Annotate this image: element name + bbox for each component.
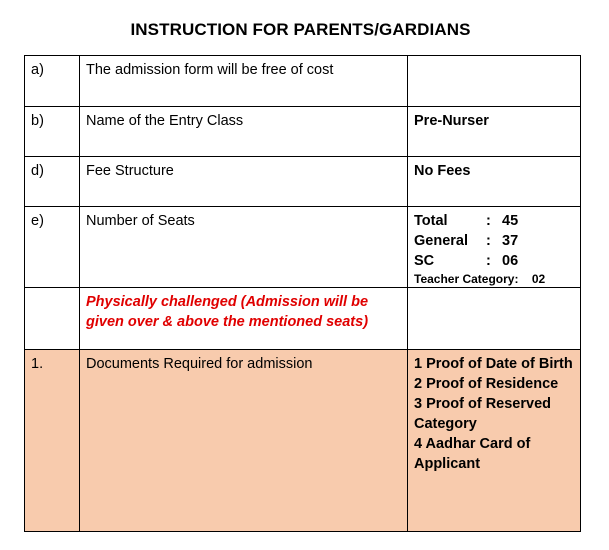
- seat-count: 06: [502, 253, 519, 269]
- table-row: [25, 207, 581, 288]
- seat-name: Total: [414, 213, 448, 229]
- seat-general: [414, 231, 574, 251]
- table-row: [25, 350, 581, 532]
- row-label: e): [25, 207, 80, 288]
- seat-separator: :: [486, 233, 491, 249]
- seat-teacher-category: [414, 271, 574, 287]
- row-label: [25, 288, 80, 350]
- document-item: 3 Proof of Reserved Category: [414, 396, 551, 432]
- entry-class-value: Pre-Nurser: [408, 107, 581, 157]
- seat-separator: :: [486, 253, 491, 269]
- instruction-table: [24, 55, 581, 532]
- row-label: a): [25, 56, 80, 107]
- seat-name: General: [414, 233, 468, 249]
- seat-count: 02: [531, 272, 546, 286]
- seat-count: 45: [502, 213, 519, 229]
- row-label: d): [25, 157, 80, 207]
- row-description: Name of the Entry Class: [80, 107, 408, 157]
- table-row: [25, 107, 581, 157]
- document-item: 4 Aadhar Card of Applicant: [414, 436, 531, 472]
- fee-structure-value: No Fees: [408, 157, 581, 207]
- row-value: [408, 56, 581, 107]
- row-description: Number of Seats: [80, 207, 408, 288]
- seats-breakdown: [408, 207, 581, 288]
- row-description: Documents Required for admission: [80, 350, 408, 532]
- seat-separator: :: [486, 213, 491, 229]
- seat-sc: [414, 251, 574, 271]
- row-description: Fee Structure: [80, 157, 408, 207]
- document-item: 1 Proof of Date of Birth: [414, 356, 573, 372]
- seat-name: Teacher Category:: [414, 272, 519, 286]
- page-title: INSTRUCTION FOR PARENTS/GARDIANS: [130, 20, 471, 39]
- row-label: 1.: [25, 350, 80, 532]
- physically-challenged-note: Physically challenged (Admission will be given over & above the mentioned seats): [80, 288, 408, 350]
- document-item: 2 Proof of Residence: [414, 376, 559, 392]
- table-row: [25, 157, 581, 207]
- seat-count: 37: [502, 233, 519, 249]
- table-row: [25, 56, 581, 107]
- row-value: [408, 288, 581, 350]
- seat-total: [414, 211, 574, 231]
- row-description: The admission form will be free of cost: [80, 56, 408, 107]
- table-row: [25, 288, 581, 350]
- documents-list: [408, 350, 581, 532]
- row-label: b): [25, 107, 80, 157]
- seat-name: SC: [414, 253, 435, 269]
